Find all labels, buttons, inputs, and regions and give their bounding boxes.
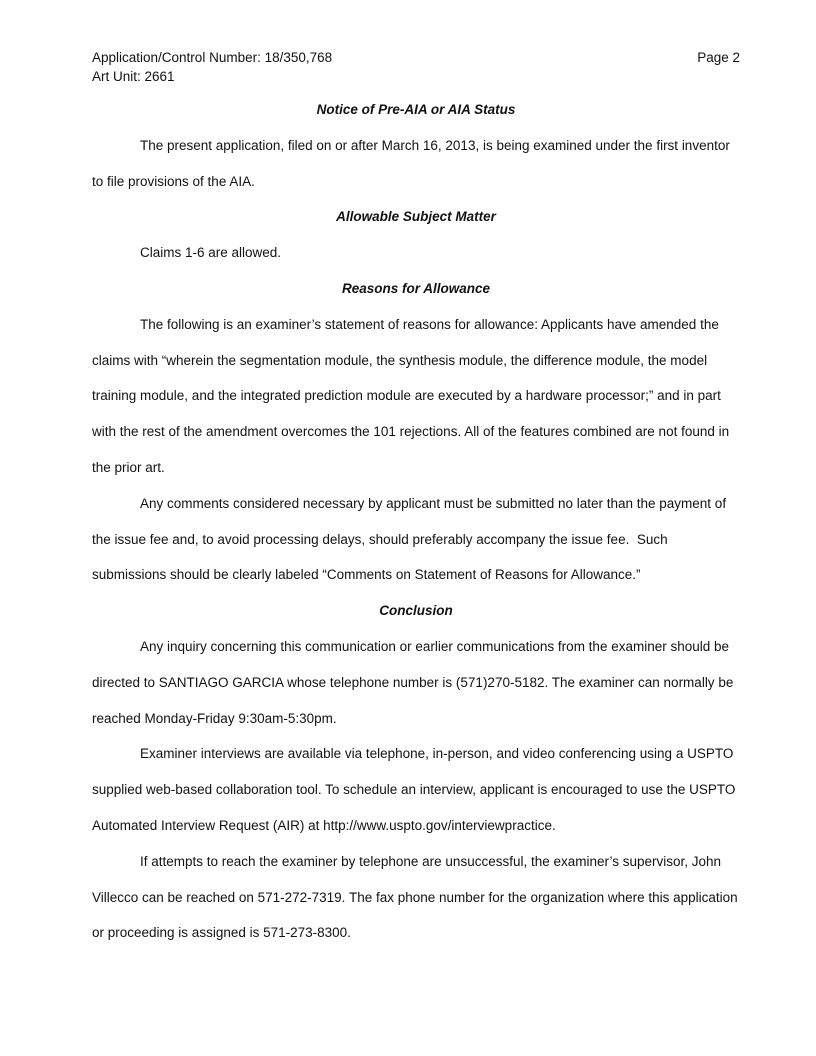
application-control-number: Application/Control Number: 18/350,768 [92, 50, 333, 65]
paragraph-comments-submission: Any comments considered necessary by applicant must be submitted no later than the payment of the issue fee and, to avoid processing delays, should preferably accompany the issue fee. Such submissions should be clearly labeled “Comments on Statement of Reasons for Allowance.” [92, 495, 730, 583]
art-unit-label: Art Unit: 2661 [92, 69, 175, 84]
document-body [92, 48, 740, 951]
paragraph-examiner-contact: Any inquiry concerning this communication or earlier communications from the examiner should be directed to SANTIAGO GARCIA whose telephone number is (571)270-5182. The examiner can normally be reached Monday-Friday 9:30am-5:30pm. [92, 638, 738, 726]
paragraph-claims-allowed: Claims 1-6 are allowed. [140, 245, 282, 261]
paragraph-supervisor-contact: If attempts to reach the examiner by telephone are unsuccessful, the examiner’s supervisor, John Villecco can be reached on 571-272-7319. The fax phone number for the organization where this application or proceeding is assigned is 571-273-8300. [92, 853, 742, 941]
paragraph-interview-info: Examiner interviews are available via telephone, in-person, and video conferencing using a USPTO supplied web-based collaboration tool. To schedule an interview, applicant is encouraged to use the USPTO Automated Interview Request (AIR) at http://www.uspto.gov/interviewpractice. [92, 746, 739, 833]
paragraph-examiner-statement: The following is an examiner’s statement of reasons for allowance: Applicants have amended the claims with “wherein the segmentation module, the synthesis module, the difference module, the model training module, and the integrated prediction module are executed by a hardware processor;” and in part with the rest of the amendment overcomes the 101 rejections. All of the features combined are not found in the prior art. [92, 316, 733, 475]
section-heading-allowable-subject-matter: Allowable Subject Matter [336, 209, 496, 225]
section-heading-notice-status: Notice of Pre-AIA or AIA Status [316, 102, 516, 117]
section-heading-conclusion: Conclusion [379, 603, 453, 619]
document-content [92, 92, 740, 951]
paragraph-notice-status: The present application, filed on or after March 16, 2013, is being examined under the first inventor to file provisions of the AIA. [92, 137, 734, 189]
section-heading-reasons-for-allowance: Reasons for Allowance [341, 280, 491, 296]
page-number-label: Page 2 [697, 50, 740, 65]
page-header [92, 48, 740, 86]
